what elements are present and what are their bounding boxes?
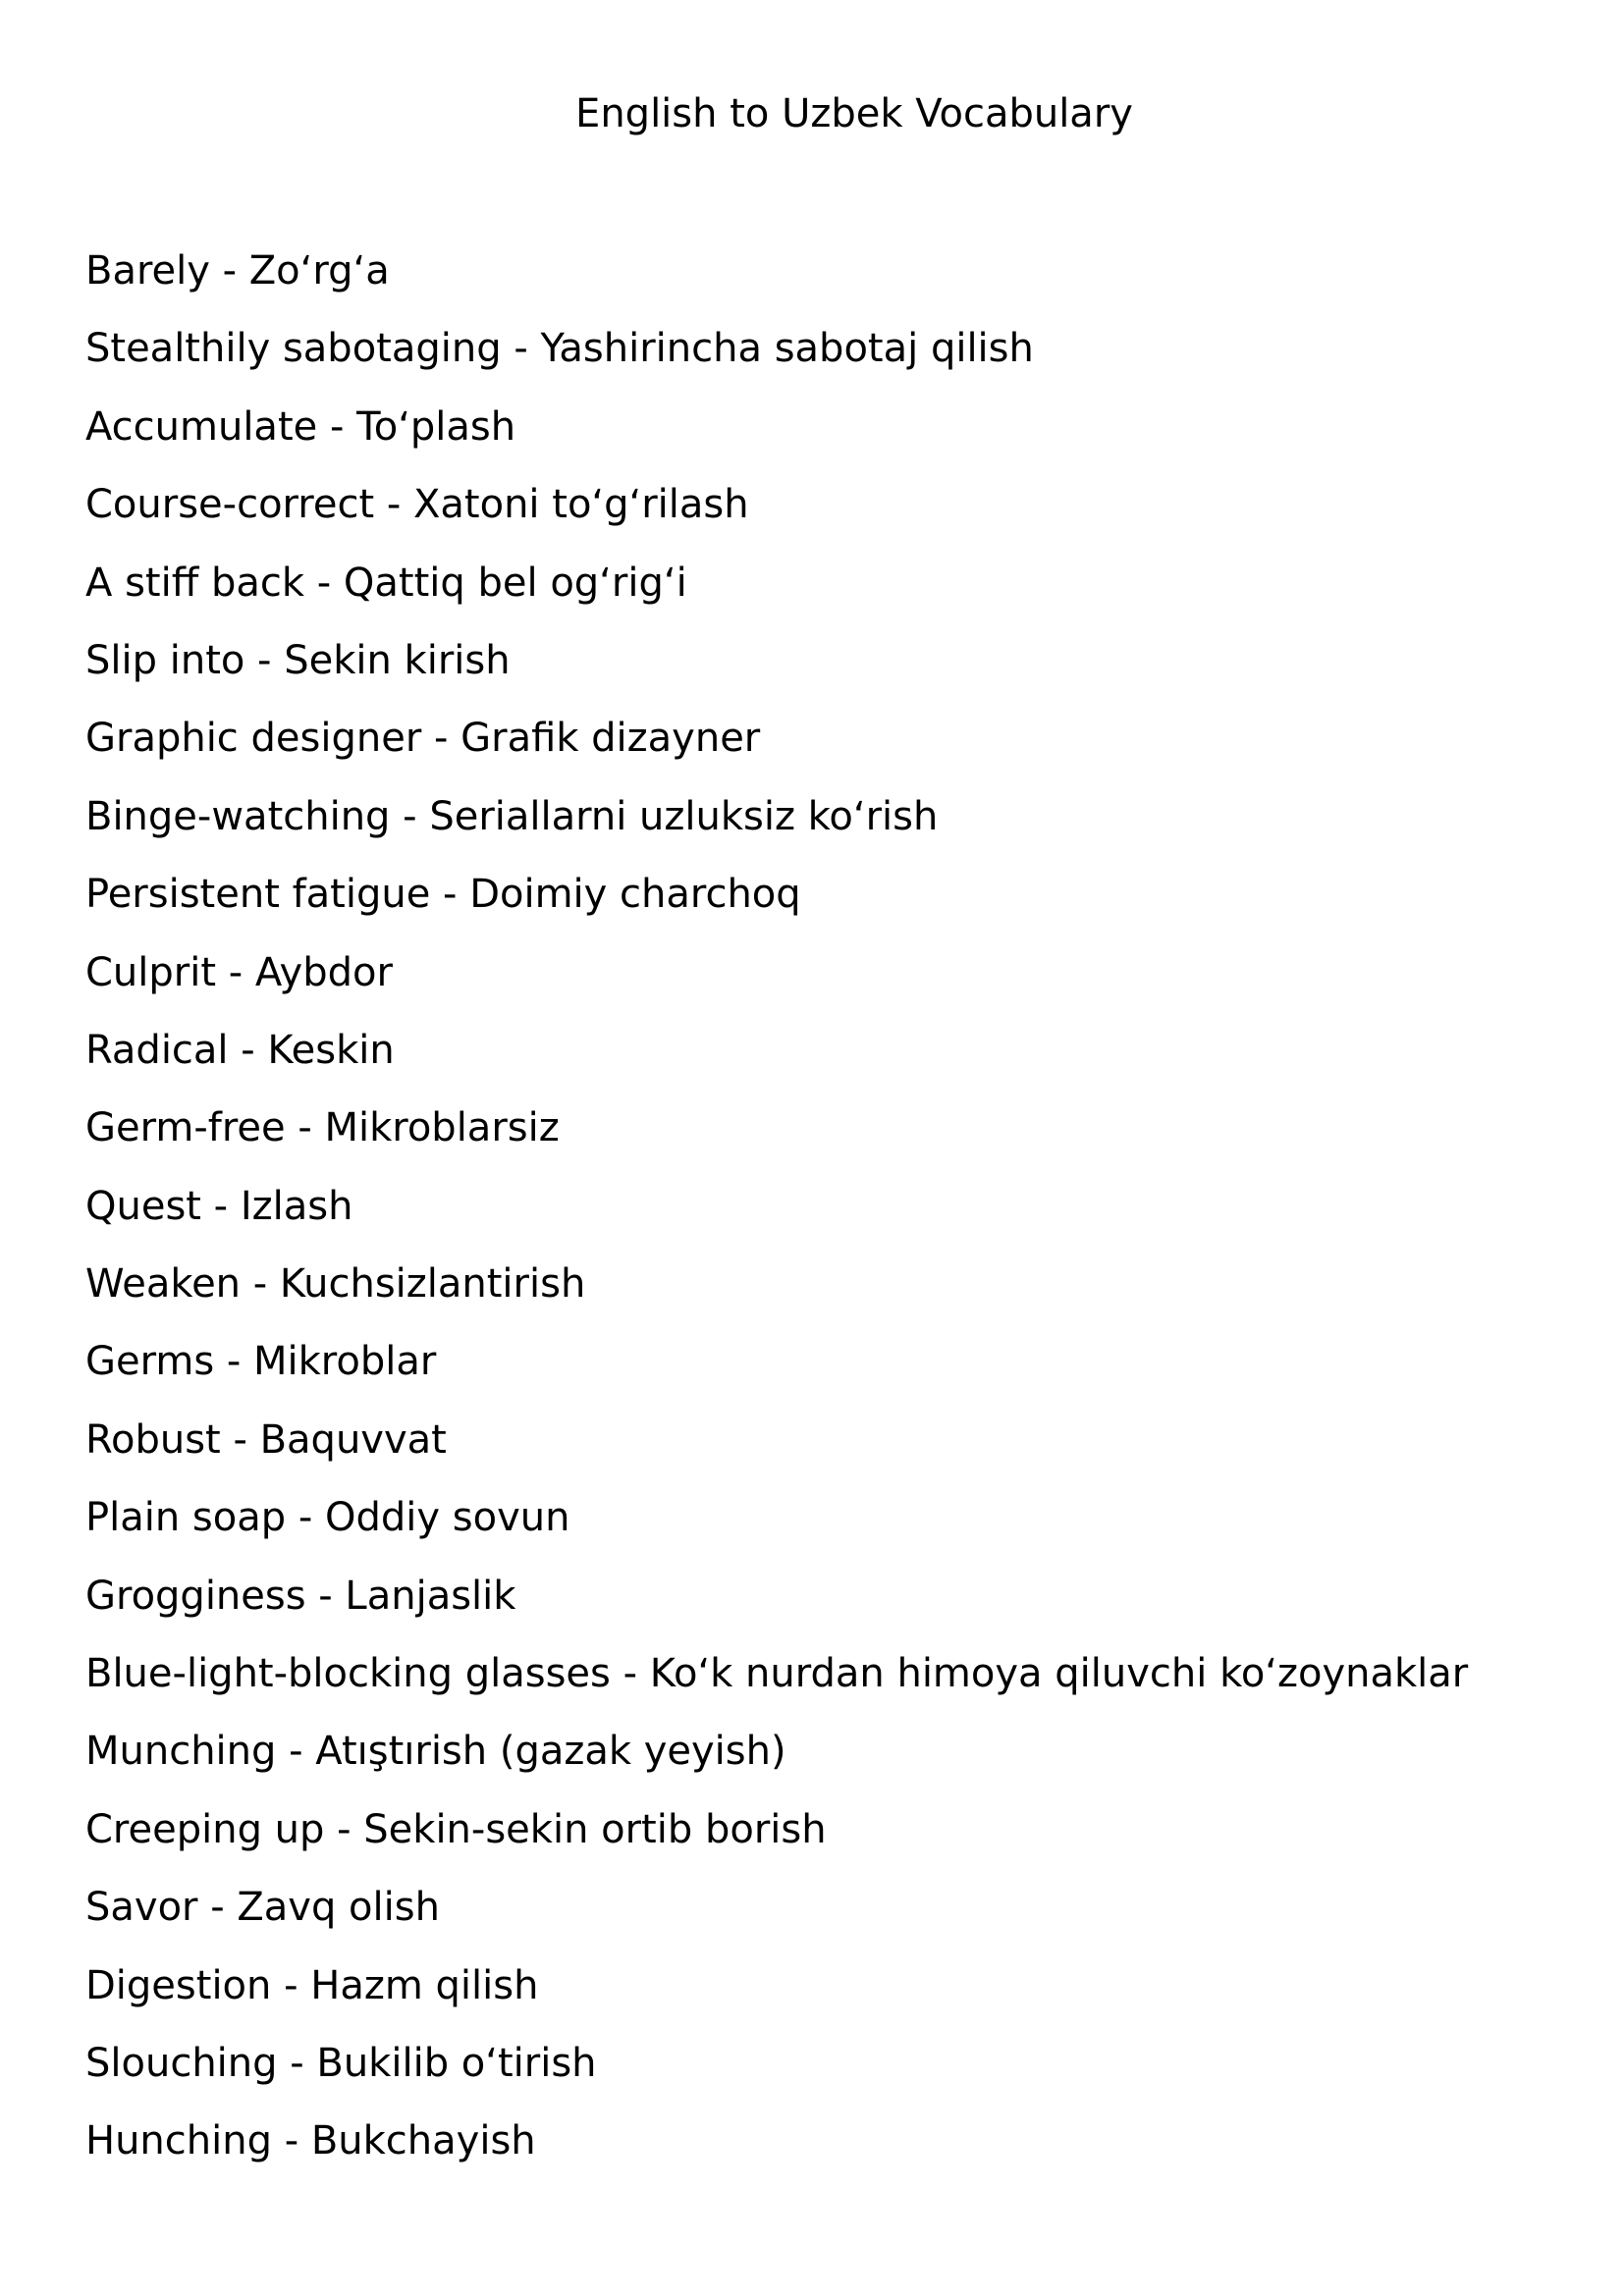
vocabulary-entry: Blue-light-blocking glasses - Ko‘k nurdan himoya qiluvchi ko‘zoynaklar [85,1651,1469,1697]
vocabulary-entry: Germs - Mikroblar [85,1339,437,1385]
vocabulary-entry: Creeping up - Sekin-sekin ortib borish [85,1806,827,1852]
vocabulary-entry: Stealthily sabotaging - Yashirincha sabotaj qilish [85,326,1034,372]
vocabulary-entry: Munching - Atıştırish (gazak yeyish) [85,1729,786,1775]
vocabulary-entry: Slip into - Sekin kirish [85,637,511,683]
vocabulary-entry: Digestion - Hazm qilish [85,1962,539,2008]
document-title: English to Uzbek Vocabulary [575,91,1133,136]
vocabulary-entry: Savor - Zavq olish [85,1885,440,1931]
vocabulary-entry: Radical - Keskin [85,1027,395,1073]
vocabulary-entry: Graphic designer - Grafik dizayner [85,716,761,762]
vocabulary-entry: Culprit - Aybdor [85,949,393,995]
vocabulary-entry: Hunching - Bukchayish [85,2118,536,2164]
vocabulary-list [85,243,1468,2192]
vocabulary-entry: A stiff back - Qattiq bel og‘rig‘i [85,560,687,606]
vocabulary-entry: Robust - Baquvvat [85,1416,447,1463]
vocabulary-entry: Persistent fatigue - Doimiy charchoq [85,872,801,918]
vocabulary-entry: Quest - Izlash [85,1183,353,1229]
vocabulary-entry: Course-correct - Xatoni to‘g‘rilash [85,482,749,528]
vocabulary-entry: Germ-free - Mikroblarsiz [85,1105,560,1151]
vocabulary-entry: Grogginess - Lanjaslik [85,1573,516,1619]
vocabulary-entry: Slouching - Bukilib o‘tirish [85,2040,597,2086]
vocabulary-entry: Binge-watching - Seriallarni uzluksiz ko‘rish [85,793,939,839]
vocabulary-entry: Weaken - Kuchsizlantirish [85,1261,586,1308]
vocabulary-entry: Plain soap - Oddiy sovun [85,1495,570,1541]
vocabulary-entry: Barely - Zo‘rg‘a [85,248,390,294]
vocabulary-entry: Accumulate - To‘plash [85,403,516,450]
